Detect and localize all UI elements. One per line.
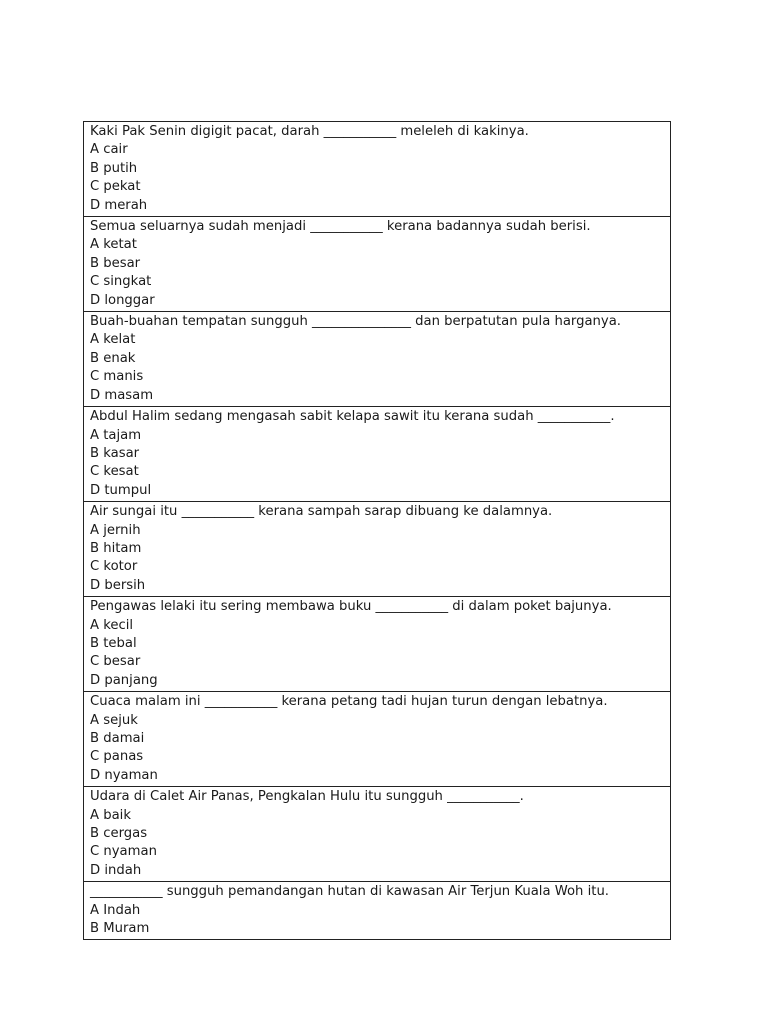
question-8 [84, 786, 670, 881]
question-stem: Buah-buahan tempatan sungguh _______________ dan berpatutan pula harganya. [90, 314, 621, 330]
option-b: B besar [90, 255, 141, 271]
option-c: C singkat [90, 274, 152, 290]
question-5 [84, 501, 670, 596]
option-d: D nyaman [90, 767, 158, 783]
question-3 [84, 311, 670, 406]
option-d: D bersih [90, 577, 146, 593]
option-d: D tumpul [90, 482, 152, 498]
option-d: D indah [90, 862, 142, 878]
option-a: A kelat [90, 332, 136, 348]
option-c: C manis [90, 369, 144, 385]
option-b: B cergas [90, 826, 148, 842]
option-b: B putih [90, 160, 138, 176]
question-stem: Abdul Halim sedang mengasah sabit kelapa sawit itu kerana sudah ___________. [90, 409, 615, 425]
question-stem: Pengawas lelaki itu sering membawa buku ___________ di dalam poket bajunya. [90, 599, 612, 615]
question-2 [84, 216, 670, 311]
option-b: B tebal [90, 635, 137, 651]
question-stem: Udara di Calet Air Panas, Pengkalan Hulu itu sungguh ___________. [90, 789, 524, 805]
option-c: C nyaman [90, 844, 157, 860]
option-b: B kasar [90, 445, 140, 461]
option-a: A kecil [90, 617, 134, 633]
option-d: D masam [90, 387, 154, 403]
option-a: A Indah [90, 902, 141, 918]
option-c: C kesat [90, 464, 139, 480]
question-stem: Air sungai itu ___________ kerana sampah sarap dibuang ke dalamnya. [90, 504, 553, 520]
question-stem: Kaki Pak Senin digigit pacat, darah ___________ meleleh di kakinya. [90, 124, 529, 139]
question-1 [84, 122, 670, 216]
option-d: D merah [90, 197, 148, 213]
option-c: C panas [90, 749, 144, 765]
option-c: C besar [90, 654, 141, 670]
question-7 [84, 691, 670, 786]
option-a: A baik [90, 807, 131, 823]
option-a: A cair [90, 142, 128, 158]
option-d: D longgar [90, 292, 155, 308]
option-c: C kotor [90, 559, 138, 575]
option-c: C pekat [90, 179, 141, 195]
question-4 [84, 406, 670, 501]
option-b: B Muram [90, 921, 150, 937]
option-b: B hitam [90, 540, 142, 556]
option-a: A ketat [90, 237, 137, 253]
question-6 [84, 596, 670, 691]
option-a: A sejuk [90, 712, 138, 728]
question-table [83, 121, 671, 940]
question-stem: Semua seluarnya sudah menjadi ___________ kerana badannya sudah berisi. [90, 219, 591, 235]
option-a: A jernih [90, 522, 141, 538]
option-a: A tajam [90, 427, 142, 443]
option-d: D panjang [90, 672, 158, 688]
option-b: B damai [90, 731, 145, 746]
question-stem: Cuaca malam ini ___________ kerana petang tadi hujan turun dengan lebatnya. [90, 694, 608, 710]
question-9 [84, 881, 670, 939]
option-b: B enak [90, 350, 136, 366]
question-stem: ___________ sungguh pemandangan hutan di kawasan Air Terjun Kuala Woh itu. [90, 884, 609, 900]
